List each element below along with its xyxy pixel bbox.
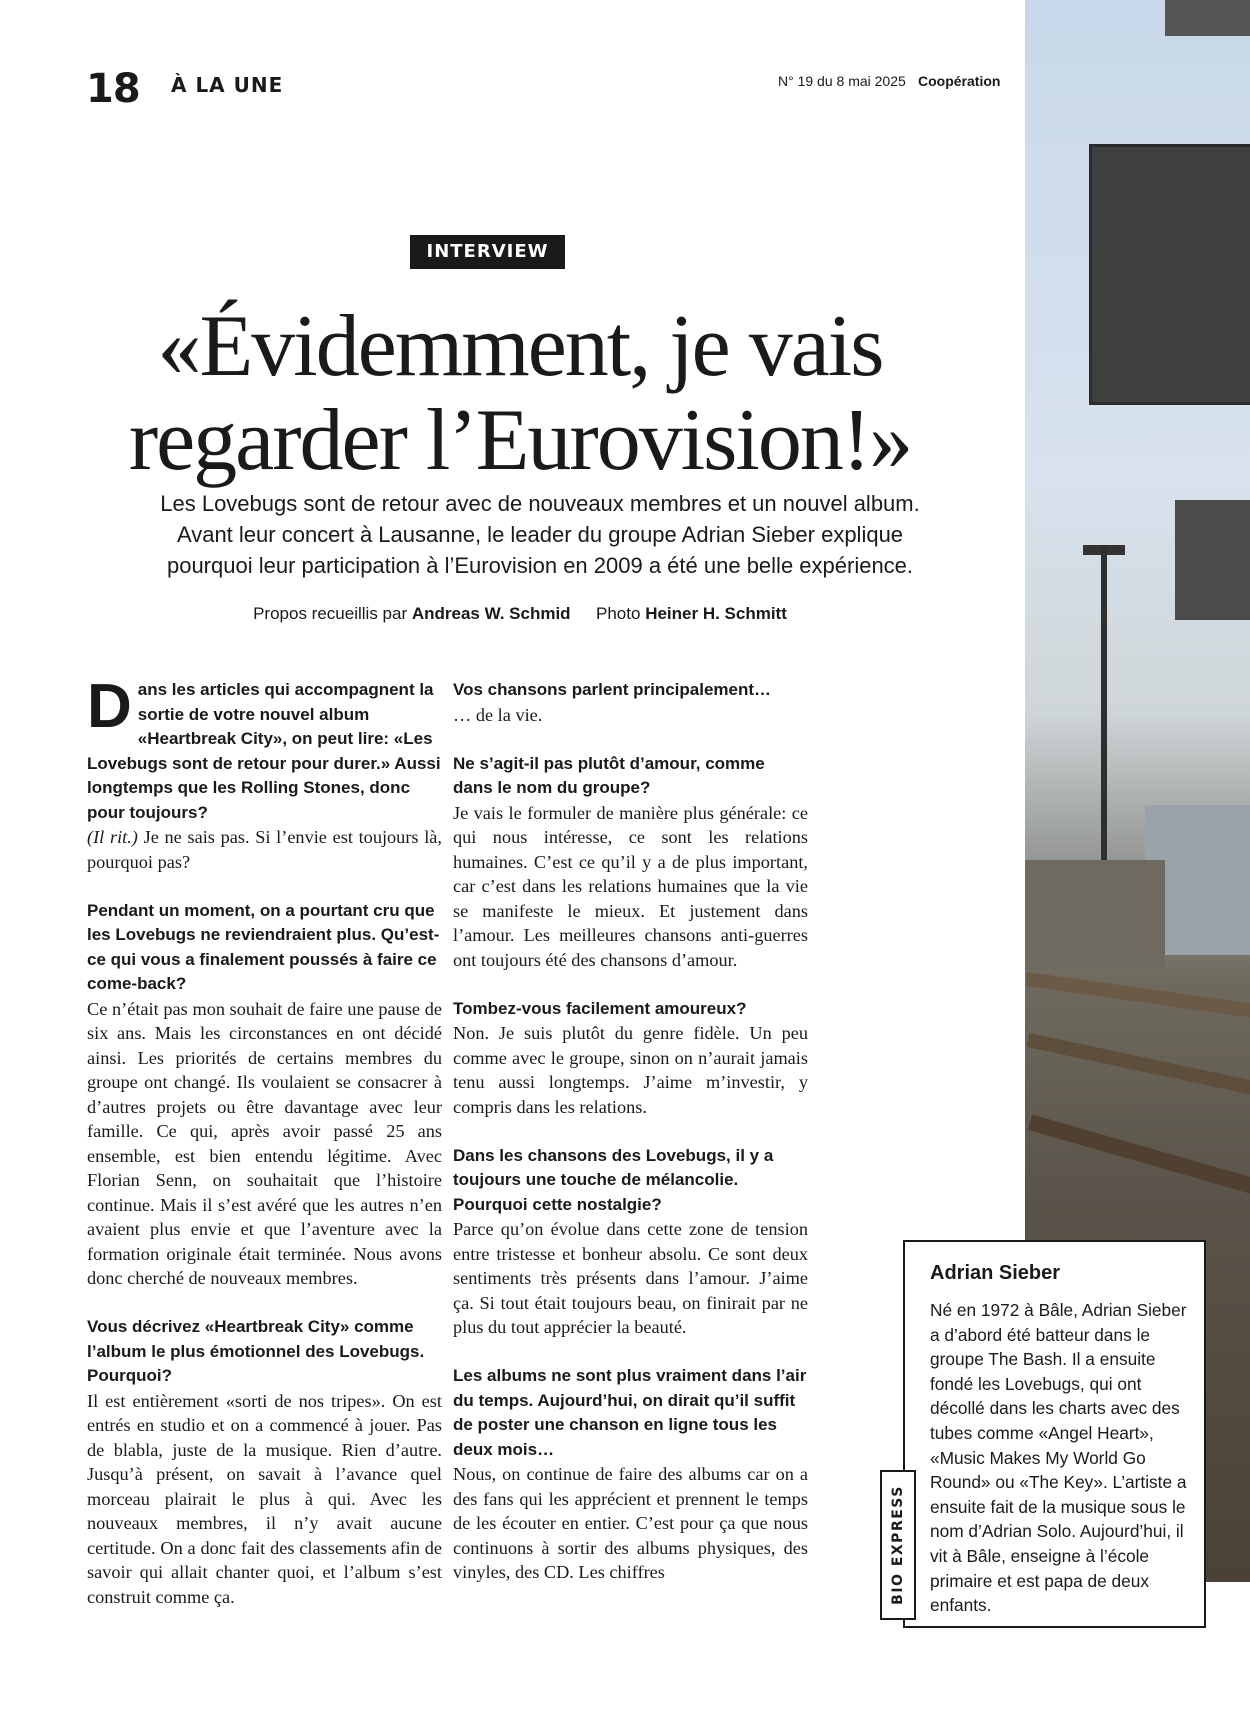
bio-tab [880, 1470, 916, 1620]
question: Tombez-vous facilement amoureux? [453, 998, 747, 1018]
answer: … de la vie. [453, 704, 543, 725]
photo-rail [1026, 1033, 1250, 1101]
headline-line: regarder l’Eurovision!» [128, 392, 912, 489]
lead-line: pourquoi leur participation à l’Eurovision en 2009 a été une belle expérience. [166, 553, 914, 578]
question: Vous décrivez «Heartbreak City» comme l’album le plus émotionnel des Lovebugs. Pourquoi? [87, 1317, 425, 1385]
photo-structure [1165, 0, 1250, 36]
answer: Je vais le formuler de manière plus générale: ce qui nous intéresse, ce sont les relations humaines. C’est ce qu’il y a de plus important, car c’est dans les relations humaines que la vie se manifeste le mieux. Et justement dans l’amour. Les meilleures chansons anti-guerres ont toujours été des chansons d’amour. [453, 802, 808, 970]
issue-date: N° 19 du 8 mai 2025 [778, 73, 906, 89]
byline-photo-label: Photo [596, 604, 641, 623]
question: Dans les chansons des Lovebugs, il y a toujours une touche de mélancolie. Pourquoi cette nostalgie? [453, 1145, 774, 1214]
answer: Ce n’était pas mon souhait de faire une pause de six ans. Mais les circonstances en ont décidé ainsi. Les priorités de certains membres du groupe ont changé. Ils voulaient se consacrer à d’autres projets ou être davantage avec leur famille. Ce qui, après avoir passé 25 ans ensemble, est bien entendu légitime. Avec Florian Senn, on souhaitait que l’histoire continue. Mais il s’est avéré que les autres n’en avaient plus envie et que l’aventure avec la formation originale était terminée. Nous avons donc cherché de nouveaux membres. [87, 998, 442, 1288]
photo-signal-box [1175, 500, 1250, 620]
answer: Nous, on continue de faire des albums car on a des fans qui les apprécient et prennent le temps de les écouter en entier. C’est pour ça que nous continuons à sortir des albums physiques, des vinyles, des CD. Les chiffres [453, 1464, 808, 1582]
publication-name: Coopération [918, 73, 1001, 89]
bio-title: Adrian Sieber [930, 1262, 1061, 1284]
lead-paragraph [80, 488, 1000, 581]
photo-signal-cabin [1089, 144, 1250, 405]
article-column-1 [87, 672, 442, 1634]
bio-tab-label: BIO EXPRESS [890, 1485, 906, 1605]
question: Vos chansons parlent principalement… [453, 680, 772, 699]
page-number: 18 [86, 66, 140, 112]
photo-rail [1025, 972, 1250, 1022]
answer: (Il rit.) Je ne sais pas. Si l’envie est toujours là, pourquoi pas? [87, 827, 442, 872]
drop-cap: D [87, 672, 132, 741]
question: Les albums ne sont plus vraiment dans l’air du temps. Aujourd’hui, on dirait qu’il suffit de poster une chanson en ligne tous les deux mois… [453, 1366, 807, 1459]
photo-rail [1028, 1114, 1250, 1201]
bio-box [903, 1240, 1206, 1628]
bio-text: Né en 1972 à Bâle, Adrian Sieber a d’abord été batteur dans le groupe The Bash. Il a ensuite fondé les Lovebugs, qui ont décollé dans les charts avec des tubes comme «Angel Heart», «Music Makes My World Go Round» ou «The Key». L’artiste a ensuite fait de la musique sous le nom d’Adrian Solo. Aujourd’hui, il vit à Bâle, enseigne à l’école primaire et est papa de deux enfants. [930, 1300, 1187, 1616]
answer: Parce qu’on évolue dans cette zone de tension entre tristesse et bonheur absolu. Ce sont deux sentiments très présents dans l’amour. J’aime ça. Si tout était toujours beau, on finirait par ne plus du tout apprécier la beauté. [453, 1219, 808, 1337]
section-label: À LA UNE [171, 73, 284, 97]
answer-aside: (Il rit.) [87, 827, 138, 847]
article-column-2 [453, 678, 808, 1609]
question: Pendant un moment, on a pourtant cru que les Lovebugs ne reviendraient plus. Qu’est-ce qui vous a finalement poussés à faire ce come-back? [87, 900, 440, 993]
lead-line: Avant leur concert à Lausanne, le leader du groupe Adrian Sieber explique [176, 522, 904, 547]
byline-photographer: Heiner H. Schmitt [645, 604, 787, 623]
answer: Non. Je suis plutôt du genre fidèle. Un peu comme avec le groupe, sinon on n’aurait jamais tenu aussi longtemps. J’aime m’investir, y compris dans les relations. [453, 1023, 808, 1117]
question: Dans les articles qui accompagnent la sortie de votre nouvel album «Heartbreak City», on peut lire: «Les Lovebugs sont de retour pour durer.» Aussi longtemps que les Rolling Stones, donc pour toujours? [87, 672, 441, 822]
lead-line: Les Lovebugs sont de retour avec de nouveaux membres et un nouvel album. [160, 491, 920, 516]
headline-line: «Évidemment, je vais [157, 298, 883, 395]
photo-building [1025, 860, 1165, 970]
kicker-label: INTERVIEW [410, 235, 565, 269]
question: Ne s’agit-il pas plutôt d’amour, comme dans le nom du groupe? [453, 753, 765, 797]
byline [60, 604, 980, 624]
byline-text-label: Propos recueillis par [253, 604, 408, 623]
byline-author: Andreas W. Schmid [411, 604, 571, 623]
answer: Il est entièrement «sorti de nos tripes». On est entrés en studio et on a commencé à jouer. Pas de blabla, juste de la musique. Rien d’autre. Jusqu’à présent, on savait à l’avance quel morceau plairait le plus à qui. Avec les nouveaux membres, il n’y avait aucune certitude. On a donc fait des classements afin de savoir qui allait chanter quoi, et l’album s’est construit comme ça. [87, 1390, 442, 1607]
headline [60, 300, 980, 488]
